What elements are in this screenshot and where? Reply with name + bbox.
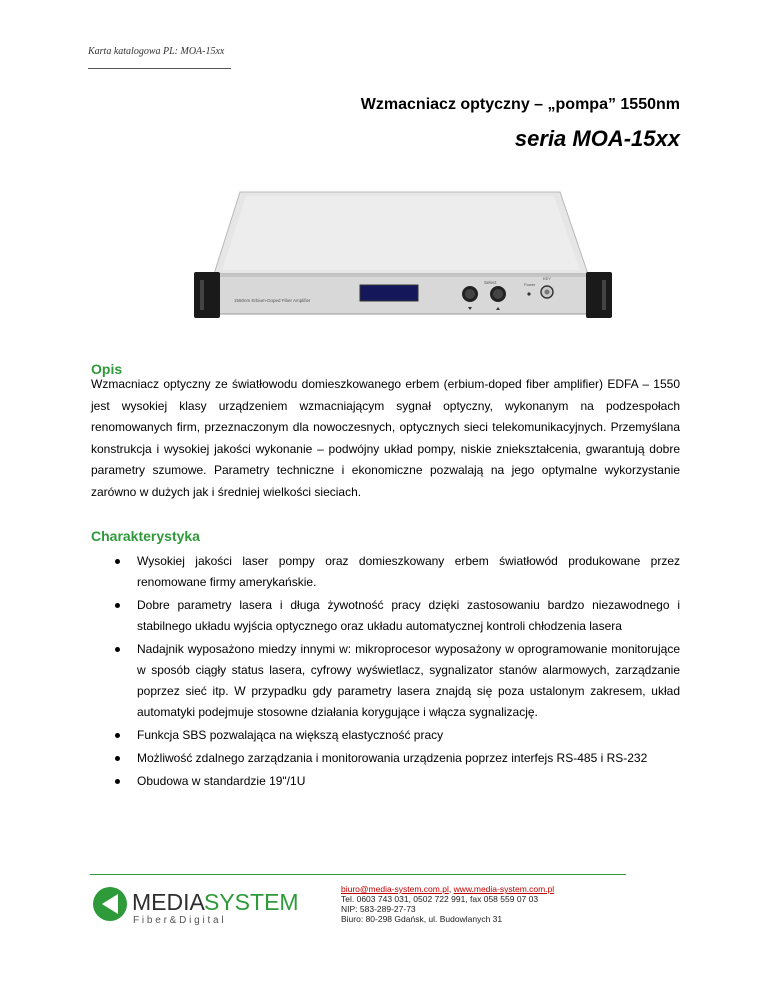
bullet-icon	[115, 647, 120, 652]
list-item	[91, 551, 680, 593]
list-item	[91, 595, 680, 637]
list-item-text: Obudowa w standardzie 19"/1U	[137, 774, 306, 788]
list-item	[91, 725, 680, 746]
bullet-icon	[115, 779, 120, 784]
bullet-icon	[115, 559, 120, 564]
left-rack-handle	[194, 272, 220, 318]
bullet-icon	[115, 756, 120, 761]
email-link[interactable]: biuro@media-system.com.pl	[341, 884, 449, 894]
contact-links-line	[341, 884, 554, 894]
mediasystem-logo	[90, 880, 300, 928]
list-item-text: Nadajnik wyposażono miedzy innymi w: mikroprocesor wyposażony w oprogramowanie monitorujące w sposób ciągły status lasera, cyfrowy wyświetlacz, sygnalizator stanów alarmowych, zarządzanie poprzez sieć itp. W przypadku gdy parametry lasera znajdą się poza ustalonym zakresem, układ automatyki podejmuje stosowne działania korygujące i włącza sygnalizację.	[137, 642, 680, 719]
logo-word-media: MEDIA	[132, 889, 205, 915]
contact-block	[341, 884, 554, 924]
bullet-icon	[115, 733, 120, 738]
page-title: Wzmacniacz optyczny – „pompa” 1550nm	[360, 96, 680, 113]
bullet-icon	[115, 603, 120, 608]
list-item	[91, 748, 680, 769]
feature-list	[91, 551, 680, 794]
header-divider	[88, 68, 231, 69]
footer-divider	[90, 874, 626, 875]
charakterystyka-heading: Charakterystyka	[91, 528, 200, 544]
opis-heading: Opis	[91, 361, 123, 377]
website-link[interactable]: www.media-system.com.pl	[453, 884, 555, 894]
right-rack-handle	[586, 272, 612, 318]
panel-label: 1550nm Erbium-Doped Fiber Amplifier	[234, 298, 311, 303]
lcd-display	[360, 285, 418, 301]
power-led	[527, 292, 530, 295]
product-photo	[194, 186, 614, 322]
nip-line: NIP: 583-289-27-73	[341, 904, 416, 914]
address-line: Biuro: 80-298 Gdańsk, ul. Budowlanych 31	[341, 914, 503, 924]
opis-paragraph: Wzmacniacz optyczny ze światłowodu domieszkowanego erbem (erbium-doped fiber amplifier) EDFA – 1550 jest wysokiej klasy urządzeniem wzmacniającym sygnał optyczny, wykonanym na podzespołach renomowanych firm, przeznaczonym dla nowoczesnych, optycznych sieci telekomunikacyjnych. Przemyślana konstrukcja i wysokiej jakości wykonanie – podwójny układ pompy, niskie zniekształcenia, gwarantują dobre parametry szumowe. Parametry techniczne i ekonomiczne pozwalają na jego optymalne wykorzystanie zarówno w dużych jak i średniej wielkości sieciach.	[91, 377, 680, 499]
power-label: Power	[524, 282, 536, 287]
key-label: KEY	[543, 276, 552, 281]
list-item	[91, 771, 680, 792]
logo-word-system: SYSTEM	[204, 889, 299, 915]
list-item-text: Wysokiej jakości laser pompy oraz domieszkowany erbem światłowód produkowane przez renomowane firmy amerykańskie.	[137, 554, 680, 589]
list-item-text: Możliwość zdalnego zarządzania i monitorowania urządzenia poprzez interfejs RS-485 i RS-232	[137, 751, 648, 765]
document-header: Karta katalogowa PL: MOA-15xx	[88, 46, 225, 57]
phone-line: Tel. 0603 743 031, 0502 722 991, fax 058 559 07 03	[341, 894, 539, 904]
select-label: Select	[484, 280, 497, 285]
list-item-text: Dobre parametry lasera i długa żywotność pracy dzięki zastosowaniu bardzo niezawodnego i stabilnego układu wyjścia optycznego oraz układu automatycznej kontroli chłodzenia lasera	[137, 598, 680, 633]
list-item-text: Funkcja SBS pozwalająca na większą elastyczność pracy	[137, 728, 444, 742]
logo-tagline: F i b e r & D i g i t a l	[133, 915, 224, 926]
series-name: seria MOA-15xx	[514, 126, 680, 151]
link-separator: ,	[448, 884, 454, 894]
list-item	[91, 639, 680, 723]
